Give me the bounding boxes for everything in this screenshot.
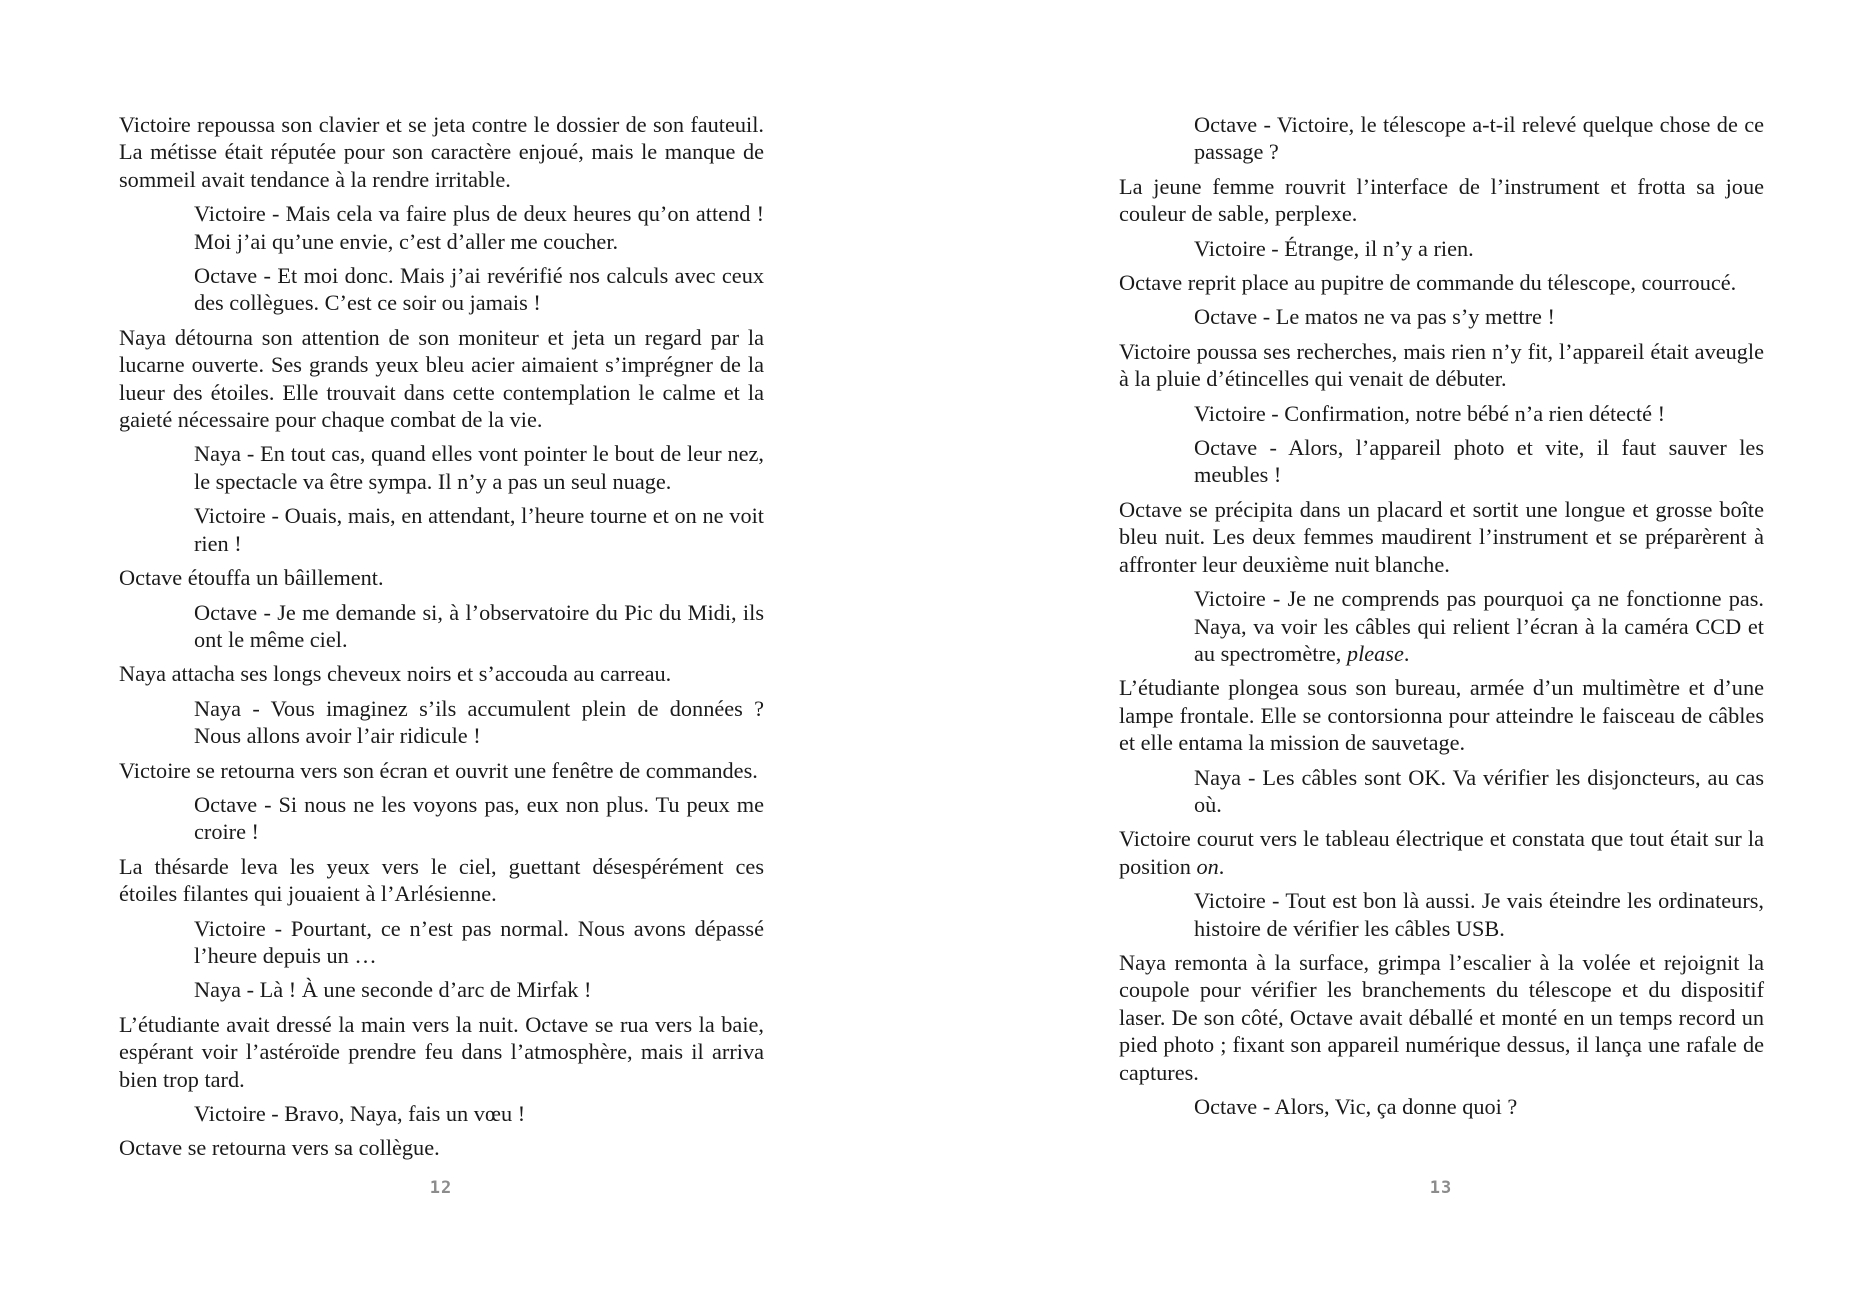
block-text: Octave se retourna vers sa collègue. <box>119 1135 440 1161</box>
dialogue-line <box>1194 1093 1764 1120</box>
narration-paragraph <box>1119 496 1764 578</box>
block-text: Je me demande si, à l’observatoire du Pic du Midi, ils ont le même ciel. <box>194 599 764 652</box>
dialogue-line <box>1194 303 1764 330</box>
block-text: Mais cela va faire plus de deux heures qu’on attend ! Moi j’ai qu’une envie, c’est d’aller me coucher. <box>194 201 764 254</box>
dialogue-line <box>1194 585 1764 667</box>
block-text: Naya remonta à la surface, grimpa l’escalier à la volée et rejoignit la coupole pour vérifier les branchements du télescope et du dispositif laser. De son côté, Octave avait déballé et monté en un temps record un pied photo ; fixant son appareil numérique dessus, il lança une rafale de captures. <box>1119 949 1764 1085</box>
dialogue-line <box>194 915 764 970</box>
dialogue-line <box>194 695 764 750</box>
block-text: Octave reprit place au pupitre de commande du télescope, courroucé. <box>1119 270 1737 296</box>
dialogue-separator: - <box>241 441 261 467</box>
speaker-name: Victoire <box>1194 235 1266 261</box>
speaker-name: Naya <box>194 441 242 467</box>
dialogue-line <box>1194 235 1764 262</box>
dialogue-separator: - <box>265 1101 285 1126</box>
speaker-name: Victoire <box>194 201 266 227</box>
narration-paragraph <box>119 853 764 908</box>
speaker-name: Octave <box>1194 435 1258 461</box>
italic-word: on <box>1196 853 1219 879</box>
block-text: Et moi donc. Mais j’ai revérifié nos calculs avec ceux des collègues. C’est ce soir ou jamais ! <box>194 263 765 316</box>
block-text: La jeune femme rouvrit l’interface de l’instrument et frotta sa joue couleur de sable, perplexe. <box>1119 173 1764 227</box>
speaker-name: Octave <box>194 791 258 817</box>
narration-paragraph <box>1119 173 1764 228</box>
page-number-right: 13 <box>1429 1178 1453 1198</box>
block-text: Naya détourna son attention de son moniteur et jeta un regard par la lucarne ouverte. Ses grands yeux bleu acier aimaient s’imprégner de la lueur des étoiles. Elle trouvait dans cette contemplation le calme et la gaieté nécessaire pour chaque combat de la vie. <box>119 324 764 433</box>
narration-paragraph <box>1119 674 1764 756</box>
block-text: Bravo, Naya, fais un vœu ! <box>284 1101 526 1126</box>
narration-paragraph <box>119 111 764 193</box>
speaker-name: Victoire <box>1194 400 1266 426</box>
block-text: Alors, l’appareil photo et vite, il faut sauver les meubles ! <box>1194 435 1765 488</box>
speaker-name: Octave <box>194 599 258 625</box>
speaker-name: Victoire <box>194 1101 266 1126</box>
block-text: Je ne comprends pas pourquoi ça ne fonctionne pas. Naya, va voir les câbles qui relient l’écran à la caméra CCD et au spectromètre, <box>1194 586 1764 666</box>
block-text: Victoire repoussa son clavier et se jeta contre le dossier de son fauteuil. La métisse était réputée pour son caractère enjoué, mais le manque de sommeil avait tendance à la rendre irritable. <box>119 112 764 192</box>
italic-word: please <box>1346 640 1404 666</box>
dialogue-line <box>194 502 764 557</box>
speaker-name: Octave <box>194 263 258 289</box>
narration-paragraph <box>119 1011 764 1093</box>
block-text: La thésarde leva les yeux vers le ciel, guettant désespérément ces étoiles filantes qui jouaient à l’Arlésienne. <box>119 853 764 907</box>
dialogue-line <box>1194 434 1764 489</box>
speaker-name: Victoire <box>194 915 266 941</box>
dialogue-separator: - <box>257 599 278 625</box>
dialogue-line <box>194 200 764 255</box>
dialogue-separator: - <box>241 977 260 1003</box>
block-text: Là ! À une seconde d’arc de Mirfak ! <box>259 977 592 1003</box>
dialogue-line <box>194 976 764 1003</box>
dialogue-line <box>194 599 764 654</box>
dialogue-separator: - <box>1265 400 1285 426</box>
block-text: Ouais, mais, en attendant, l’heure tourne et on ne voit rien ! <box>194 503 764 556</box>
dialogue-line <box>1194 400 1764 427</box>
block-text: Étrange, il n’y a rien. <box>1284 235 1474 261</box>
block-text-end: . <box>1218 853 1225 879</box>
narration-paragraph <box>119 324 764 434</box>
block-text: En tout cas, quand elles vont pointer le bout de leur nez, le spectacle va être sympa. Il n’y a pas un seul nuage. <box>194 441 764 494</box>
dialogue-line <box>194 1100 764 1127</box>
speaker-name: Naya <box>194 695 242 721</box>
narration-paragraph <box>119 1134 764 1161</box>
dialogue-separator: - <box>1241 764 1263 790</box>
narration-paragraph <box>119 660 764 687</box>
narration-paragraph <box>1119 825 1764 880</box>
narration-paragraph <box>1119 949 1764 1086</box>
narration-paragraph <box>1119 338 1764 393</box>
dialogue-separator: - <box>257 791 279 817</box>
block-text: Octave se précipita dans un placard et sortit une longue et grosse boîte bleu nuit. Les deux femmes maudirent l’instrument et se préparèrent à affronter leur deuxième nuit blanche. <box>1119 496 1764 577</box>
dialogue-line <box>1194 111 1764 166</box>
dialogue-separator: - <box>1257 112 1277 137</box>
speaker-name: Victoire <box>1194 586 1266 612</box>
speaker-name: Naya <box>194 977 242 1003</box>
block-text: Alors, Vic, ça donne quoi ? <box>1274 1094 1518 1119</box>
narration-paragraph <box>1119 269 1764 296</box>
page-number-left: 12 <box>429 1178 453 1198</box>
block-text: Les câbles sont OK. Va vérifier les disjoncteurs, au cas où. <box>1194 764 1765 817</box>
block-text: L’étudiante plongea sous son bureau, armée d’un multimètre et d’une lampe frontale. Elle se contorsionna pour atteindre le faisceau de câbles et elle entama la mission de sauvetage. <box>1119 675 1764 756</box>
dialogue-line <box>194 440 764 495</box>
dialogue-line <box>194 791 764 846</box>
left-page <box>119 111 764 1169</box>
block-text: Le matos ne va pas s’y mettre ! <box>1275 304 1555 330</box>
dialogue-separator: - <box>1257 1094 1275 1119</box>
block-text: Tout est bon là aussi. Je vais éteindre les ordinateurs, histoire de vérifier les câbles USB. <box>1194 888 1764 941</box>
right-page <box>1119 111 1764 1127</box>
speaker-name: Octave <box>1194 112 1258 137</box>
speaker-name: Naya <box>1194 764 1242 790</box>
dialogue-separator: - <box>241 695 271 721</box>
narration-paragraph <box>119 757 764 784</box>
dialogue-separator: - <box>1265 235 1285 261</box>
block-text: Victoire se retourna vers son écran et ouvrit une fenêtre de commandes. <box>119 757 758 783</box>
dialogue-separator: - <box>265 503 285 529</box>
speaker-name: Victoire <box>194 503 266 529</box>
block-text-end: . <box>1403 640 1410 666</box>
speaker-name: Victoire <box>1194 888 1266 914</box>
block-text: Octave étouffa un bâillement. <box>119 565 384 591</box>
speaker-name: Octave <box>1194 304 1258 330</box>
narration-paragraph <box>119 564 764 591</box>
dialogue-separator: - <box>1257 304 1276 330</box>
block-text: Victoire courut vers le tableau électrique et constata que tout était sur la position <box>1119 826 1764 879</box>
dialogue-separator: - <box>1265 586 1288 612</box>
block-text: Si nous ne les voyons pas, eux non plus. Tu peux me croire ! <box>194 791 764 845</box>
block-text: Victoire, le télescope a-t-il relevé quelque chose de ce passage ? <box>1194 112 1764 165</box>
dialogue-line <box>194 262 764 317</box>
speaker-name: Octave <box>1194 1094 1258 1119</box>
dialogue-line <box>1194 764 1764 819</box>
block-text: L’étudiante avait dressé la main vers la nuit. Octave se rua vers la baie, espérant voir l’astéroïde prendre feu dans l’atmosphère, mais il arriva bien trop tard. <box>119 1011 764 1092</box>
block-text: Naya attacha ses longs cheveux noirs et s’accouda au carreau. <box>119 661 672 687</box>
block-text: Victoire poussa ses recherches, mais rien n’y fit, l’appareil était aveugle à la pluie d’étincelles qui venait de débuter. <box>1119 338 1764 392</box>
dialogue-separator: - <box>257 263 278 289</box>
dialogue-separator: - <box>1265 888 1286 914</box>
dialogue-separator: - <box>265 201 286 227</box>
block-text: Pourtant, ce n’est pas normal. Nous avons dépassé l’heure depuis un … <box>194 915 764 968</box>
dialogue-separator: - <box>265 915 291 941</box>
block-text: Confirmation, notre bébé n’a rien détecté ! <box>1284 400 1666 426</box>
dialogue-line <box>1194 887 1764 942</box>
dialogue-separator: - <box>1257 435 1289 461</box>
block-text: Vous imaginez s’ils accumulent plein de données ? Nous allons avoir l’air ridicule ! <box>194 695 764 749</box>
